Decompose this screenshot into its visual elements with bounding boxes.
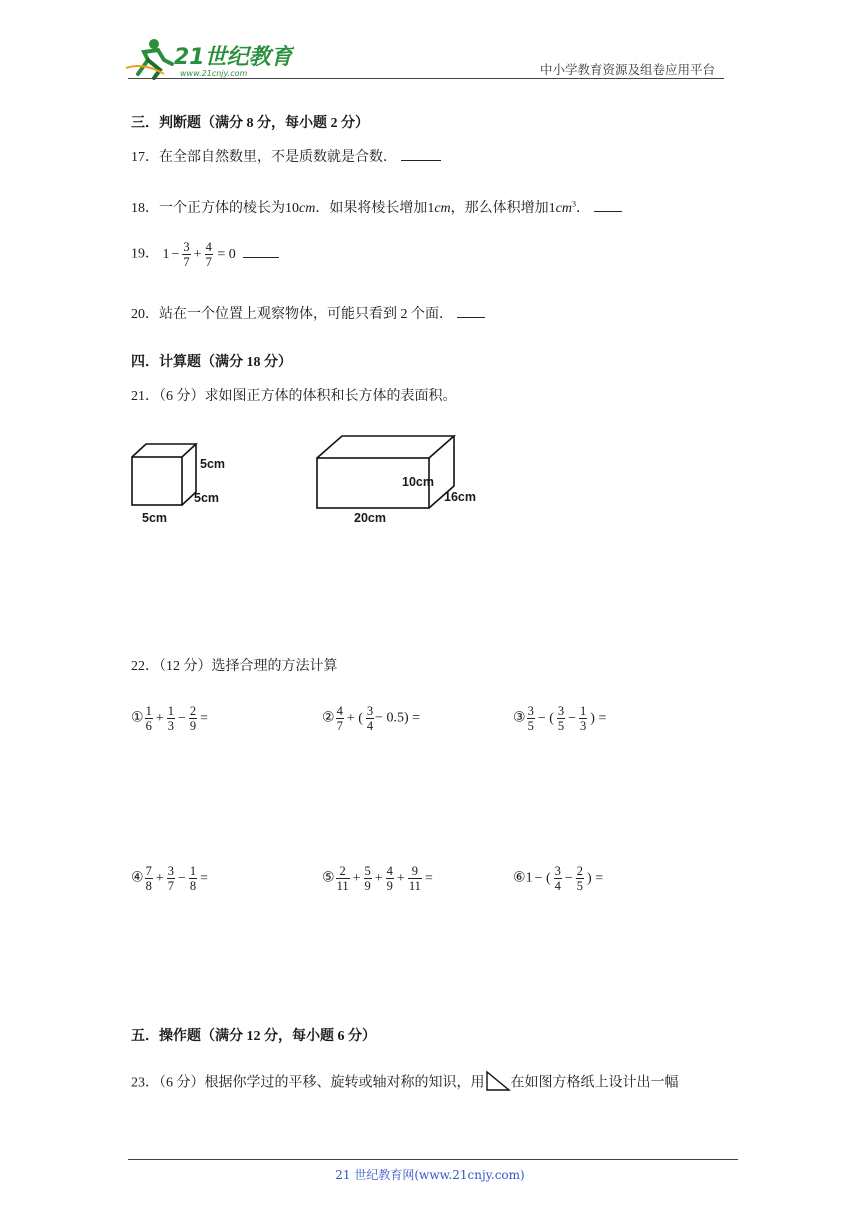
question-23 [131,1070,679,1097]
footer-text[interactable]: 21 世纪教育网(www.21cnjy.com) [335,1168,525,1182]
section-3-title: 三．判断题（满分 8 分，每小题 2 分） [131,116,369,131]
right-triangle-icon [485,1070,511,1097]
question-17 [131,146,441,166]
q18-unit-2: cm [434,201,451,216]
runner-icon [126,39,172,78]
expression-4: ④ $\frac{7}{8}$ + $\frac{3}{7}$ − $\frac{1}{8}$ = [131,864,209,893]
cube-figure [124,440,244,532]
expression-6: ⑥1 − ( $\frac{3}{4}$ − $\frac{2}{5}$ ) = [513,864,604,893]
q18-text-b: ．如果将棱长增加 [315,201,428,216]
answer-blank-20[interactable] [457,303,485,318]
question-20-text: 20．站在一个位置上观察物体，可能只看到 2 个面． [131,307,453,322]
box-depth-label: 16cm [444,490,476,504]
expression-5: ⑤ $\frac{2}{11}$ + $\frac{5}{9}$ + $\frac{4}{9}$ + $\frac{9}{11}$ = [322,864,433,893]
q18-value-3: 1 [548,201,556,216]
box-width-label: 20cm [354,511,386,525]
q18-unit-1: cm [299,201,316,216]
q23-text-b: 在如图方格纸上设计出一幅 [510,1075,679,1091]
expression-2: ② $\frac{4}{7}$ + ( $\frac{3}{4}$ − 0.5) = [322,704,421,733]
question-19 [131,240,279,269]
site-logo [124,34,294,80]
cube-width-label: 5cm [142,511,168,525]
section-5-title: 五．操作题（满分 12 分，每小题 6 分） [131,1029,376,1044]
q19-one: 1 [162,246,170,262]
q18-value-2: 1 [427,201,435,216]
box-height-label: 10cm [402,475,434,489]
expression-1: ① $\frac{1}{6}$ + $\frac{1}{3}$ − $\frac{2}{9}$ = [131,704,209,733]
q18-text-d: ． [575,201,590,216]
answer-blank-17[interactable] [401,146,441,161]
answer-blank-18[interactable] [594,197,622,212]
header-divider [128,78,724,79]
cube-depth-label: 5cm [194,491,220,505]
q18-exponent: 3 [571,199,576,209]
answer-blank-19[interactable] [243,243,279,258]
footer-divider [128,1159,738,1160]
q19-expression: 1 − $\frac{3}{7}$ + $\frac{4}{7}$ = 0 [162,240,236,269]
q18-value-1: 10 [285,201,299,216]
question-20 [131,303,485,323]
question-17-text: 17．在全部自然数里，不是质数就是合数． [131,150,397,165]
cube-height-label: 5cm [200,457,226,471]
q23-text-a: 23．（6 分）根据你学过的平移、旋转或轴对称的知识，用 [131,1075,485,1091]
logo-url: www.21cnjy.com [180,69,248,78]
q19-frac-1: $\frac{3}{7}$ [183,240,190,269]
q18-text-a: 18．一个正方体的棱长为 [131,201,285,216]
header-platform-text: 中小学教育资源及组卷应用平台 [540,62,716,77]
q19-equals: = 0 [217,246,236,262]
q19-label: 19． [131,246,159,262]
question-18 [131,197,622,217]
box-figure [310,430,500,532]
expression-3: ③ $\frac{3}{5}$ − ( $\frac{3}{5}$ − $\frac{1}{3}$ ) = [513,704,607,733]
question-22: 22．（12 分）选择合理的方法计算 [131,659,338,674]
q19-frac-2: $\frac{4}{7}$ [205,240,212,269]
section-4-title: 四．计算题（满分 18 分） [131,355,292,370]
logo-text: 21世纪教育 [174,45,293,70]
q18-unit-3: cm [555,201,572,216]
q18-text-c: ，那么体积增加 [450,201,549,216]
question-21: 21．（6 分）求如图正方体的体积和长方体的表面积。 [131,389,457,404]
